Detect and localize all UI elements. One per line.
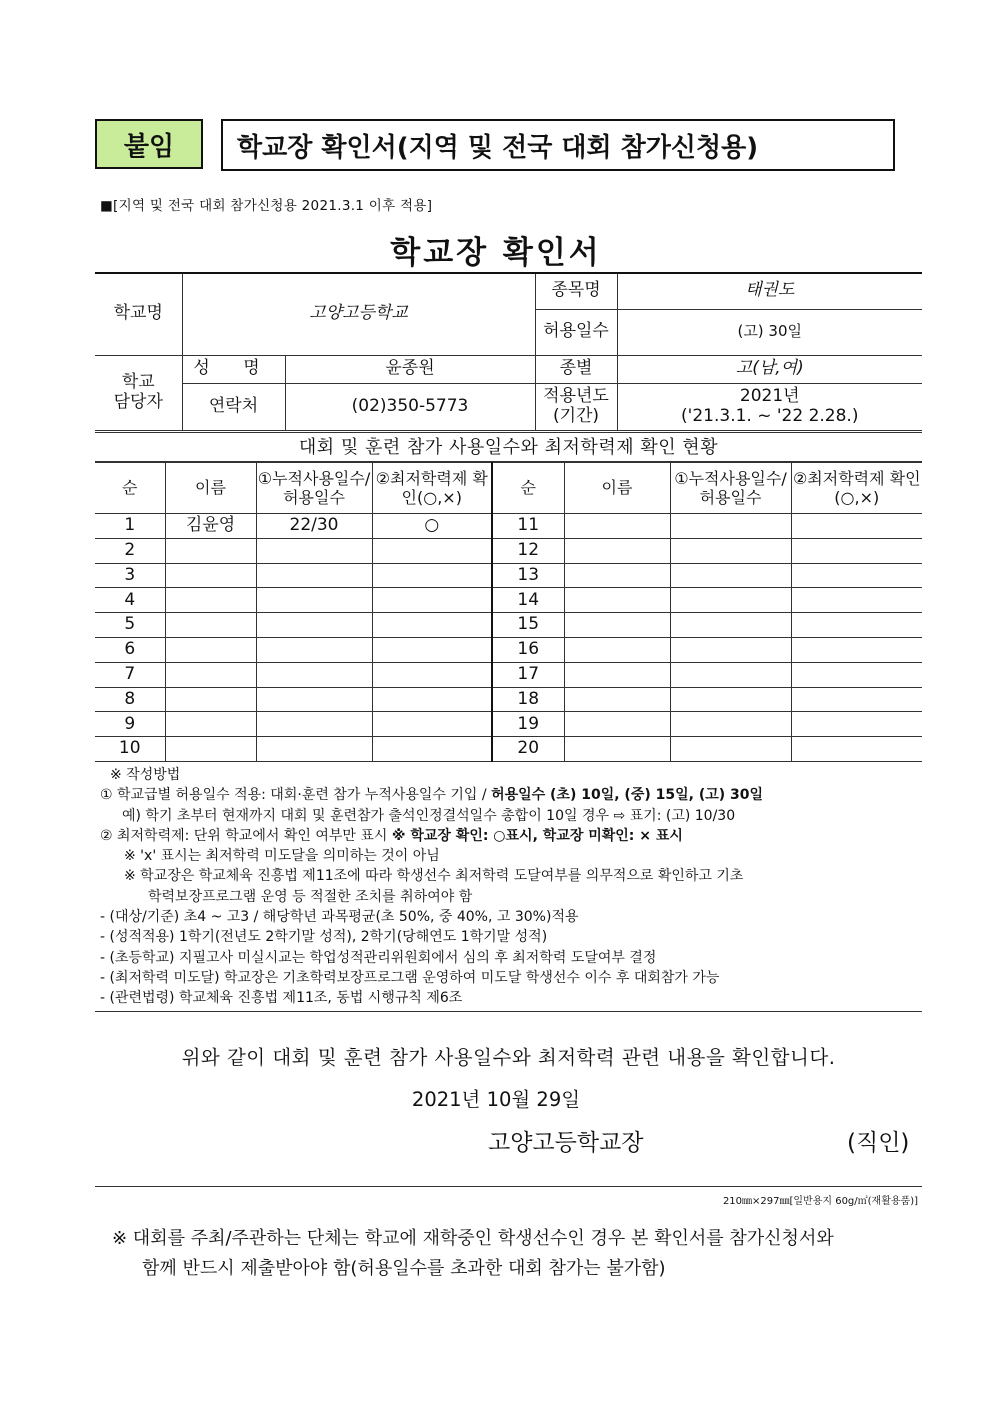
row-check-right bbox=[791, 737, 922, 762]
col-name-right: 이름 bbox=[564, 463, 670, 514]
row-used-left bbox=[256, 588, 372, 613]
table-row bbox=[95, 662, 922, 687]
gender-value: 고(남,여) bbox=[617, 355, 922, 383]
row-used-left bbox=[256, 662, 372, 687]
confirmation-statement: 위와 같이 대회 및 훈련 참가 사용일수와 최저학력 관련 내용을 확인합니다. bbox=[181, 1046, 836, 1069]
row-no-right: 19 bbox=[492, 712, 564, 737]
col-no-left: 순 bbox=[95, 463, 165, 514]
instructions bbox=[100, 765, 922, 1009]
row-no-right: 15 bbox=[492, 613, 564, 638]
footnote-line-2: 함께 반드시 제출받아야 함(허용일수를 초과한 대회 참가는 불가함) bbox=[142, 1258, 666, 1279]
row-no-left: 8 bbox=[95, 687, 165, 712]
col-check-right: ②최저학력제 확인(○,×) bbox=[791, 463, 922, 514]
year-label-line1: 적용년도 bbox=[543, 385, 609, 406]
row-used-right bbox=[670, 687, 791, 712]
row-no-right: 17 bbox=[492, 662, 564, 687]
row-check-right bbox=[791, 712, 922, 737]
row-no-right: 16 bbox=[492, 637, 564, 662]
table-row bbox=[95, 637, 922, 662]
staff-label bbox=[95, 355, 182, 430]
row-used-right bbox=[670, 588, 791, 613]
submission-footnote bbox=[112, 1224, 834, 1284]
row-name-right bbox=[564, 737, 670, 762]
row-used-left bbox=[256, 538, 372, 563]
gender-label: 종별 bbox=[535, 355, 617, 383]
school-name-label: 학교명 bbox=[95, 273, 182, 355]
row-name-right bbox=[564, 662, 670, 687]
instruction-note-2: ※ 학교장은 학교체육 진흥법 제11조에 따라 학생선수 최저학력 도달여부를 의무적으로 확인하고 기초 bbox=[124, 868, 744, 885]
row-name-left bbox=[165, 588, 256, 613]
staff-label-line1: 학교 bbox=[121, 371, 155, 392]
row-no-left: 6 bbox=[95, 637, 165, 662]
row-check-right bbox=[791, 613, 922, 638]
col-used-right: ①누적사용일수/허용일수 bbox=[670, 463, 791, 514]
row-name-left bbox=[165, 613, 256, 638]
row-no-left: 1 bbox=[95, 514, 165, 539]
row-no-right: 13 bbox=[492, 563, 564, 588]
name-label: 성 명 bbox=[182, 355, 285, 383]
table-row bbox=[95, 613, 922, 638]
row-no-left: 2 bbox=[95, 538, 165, 563]
row-no-right: 20 bbox=[492, 737, 564, 762]
row-used-right bbox=[670, 662, 791, 687]
row-name-right bbox=[564, 613, 670, 638]
instruction-item-2 bbox=[100, 826, 922, 846]
instruction-bullet: - (최저학력 미도달) 학교장은 기초학력보장프로그램 운영하여 미도달 학생선수 이수 후 대회참가 가능 bbox=[100, 969, 720, 986]
principal-signature: 고양고등학교장 bbox=[488, 1130, 644, 1156]
attachment-label: 붙임 bbox=[95, 119, 203, 169]
row-name-right bbox=[564, 687, 670, 712]
name-value: 윤종원 bbox=[285, 355, 535, 383]
instruction-item-2-text: ② 최저학력제: 단위 학교에서 확인 여부만 표시 bbox=[100, 827, 392, 844]
form-title: 학교장 확인서(지역 및 전국 대회 참가신청용) bbox=[221, 119, 895, 171]
footnote-line-1: ※ 대회를 주최/주관하는 단체는 학교에 재학중인 학생선수인 경우 본 확인서를 참가신청서와 bbox=[112, 1228, 834, 1249]
row-check-left bbox=[372, 637, 492, 662]
row-name-left: 김윤영 bbox=[165, 514, 256, 539]
row-name-right bbox=[564, 514, 670, 539]
row-used-right bbox=[670, 563, 791, 588]
row-name-right bbox=[564, 637, 670, 662]
roster-table bbox=[95, 462, 922, 762]
paper-spec: 210㎜×297㎜[일반용지 60g/㎡(재활용품)] bbox=[722, 1196, 918, 1207]
contact-label: 연락처 bbox=[182, 383, 285, 430]
row-used-right bbox=[670, 613, 791, 638]
row-no-left: 4 bbox=[95, 588, 165, 613]
row-name-left bbox=[165, 637, 256, 662]
document-title: 학교장 확인서 bbox=[390, 235, 602, 271]
row-used-left bbox=[256, 637, 372, 662]
row-check-right bbox=[791, 563, 922, 588]
row-name-left bbox=[165, 563, 256, 588]
sport-label: 종목명 bbox=[535, 273, 617, 309]
row-check-left bbox=[372, 563, 492, 588]
table-row bbox=[95, 687, 922, 712]
col-check-left: ②최저학력제 확인(○,×) bbox=[372, 463, 492, 514]
sport-value: 태권도 bbox=[617, 273, 922, 309]
row-no-left: 9 bbox=[95, 712, 165, 737]
instruction-bullet: - (성적적용) 1학기(전년도 2학기말 성적), 2학기(당해연도 1학기말 성적) bbox=[100, 929, 548, 946]
row-used-right bbox=[670, 737, 791, 762]
instruction-note-1: ※ 'x' 표시는 최저학력 미도달을 의미하는 것이 아님 bbox=[124, 848, 440, 865]
row-no-left: 10 bbox=[95, 737, 165, 762]
instruction-bullet: - (초등학교) 지필고사 미실시교는 학업성적관리위원회에서 심의 후 최저학력 도달여부 결정 bbox=[100, 949, 657, 966]
row-no-right: 14 bbox=[492, 588, 564, 613]
row-used-left bbox=[256, 712, 372, 737]
applicability-notice: ■[지역 및 전국 대회 참가신청용 2021.3.1 이후 적용] bbox=[100, 198, 433, 214]
row-no-right: 18 bbox=[492, 687, 564, 712]
row-used-left bbox=[256, 613, 372, 638]
row-check-left bbox=[372, 538, 492, 563]
row-name-left bbox=[165, 662, 256, 687]
row-check-left bbox=[372, 737, 492, 762]
official-seal-label: (직인) bbox=[847, 1130, 910, 1156]
row-used-left: 22/30 bbox=[256, 514, 372, 539]
row-check-left: ○ bbox=[372, 514, 492, 539]
row-name-right bbox=[564, 712, 670, 737]
row-used-left bbox=[256, 737, 372, 762]
divider-bottom bbox=[95, 1186, 922, 1187]
year-value-line1: 2021년 bbox=[739, 385, 800, 406]
allowed-days-label: 허용일수 bbox=[535, 309, 617, 355]
row-used-right bbox=[670, 538, 791, 563]
row-no-left: 3 bbox=[95, 563, 165, 588]
contact-value: (02)350-5773 bbox=[285, 383, 535, 430]
row-used-right bbox=[670, 514, 791, 539]
table-row bbox=[95, 563, 922, 588]
row-name-left bbox=[165, 538, 256, 563]
row-used-left bbox=[256, 687, 372, 712]
table-row bbox=[95, 538, 922, 563]
instruction-bullet: - (대상/기준) 초4 ~ 고3 / 해당학년 과목평균(초 50%, 중 40%, 고 30%)적용 bbox=[100, 909, 579, 926]
col-used-left: ①누적사용일수/허용일수 bbox=[256, 463, 372, 514]
row-no-left: 7 bbox=[95, 662, 165, 687]
year-label bbox=[535, 383, 617, 430]
roster-section-title: 대회 및 훈련 참가 사용일수와 최저학력제 확인 현황 bbox=[95, 432, 922, 462]
row-check-right bbox=[791, 687, 922, 712]
row-check-right bbox=[791, 662, 922, 687]
row-check-left bbox=[372, 613, 492, 638]
school-info-table bbox=[95, 272, 922, 431]
col-name-left: 이름 bbox=[165, 463, 256, 514]
row-used-left bbox=[256, 563, 372, 588]
col-no-right: 순 bbox=[492, 463, 564, 514]
row-check-right bbox=[791, 588, 922, 613]
table-row bbox=[95, 514, 922, 539]
instruction-item-1 bbox=[100, 785, 922, 805]
row-check-left bbox=[372, 662, 492, 687]
row-name-right bbox=[564, 588, 670, 613]
row-used-right bbox=[670, 637, 791, 662]
instruction-note-2b: 학력보장프로그램 운영 등 적절한 조치를 취하여야 함 bbox=[148, 888, 473, 905]
year-label-line2: (기간) bbox=[552, 405, 600, 426]
period-value: ('21.3.1. ~ '22 2.28.) bbox=[681, 405, 859, 426]
row-name-left bbox=[165, 737, 256, 762]
row-check-right bbox=[791, 538, 922, 563]
school-name-value: 고양고등학교 bbox=[182, 273, 535, 355]
allowed-days-value: (고) 30일 bbox=[617, 309, 922, 355]
row-check-right bbox=[791, 514, 922, 539]
divider-top bbox=[95, 1011, 922, 1012]
instruction-item-1-example: 예) 학기 초부터 현재까지 대회 및 훈련참가 출석인정결석일수 총합이 10일 경우 ⇨ 표기: (고) 10/30 bbox=[122, 807, 736, 824]
year-value bbox=[617, 383, 922, 430]
row-no-left: 5 bbox=[95, 613, 165, 638]
table-row bbox=[95, 588, 922, 613]
row-no-right: 11 bbox=[492, 514, 564, 539]
instructions-heading: ※ 작성방법 bbox=[110, 767, 181, 783]
staff-label-line2: 담당자 bbox=[113, 391, 163, 412]
row-name-left bbox=[165, 687, 256, 712]
row-name-left bbox=[165, 712, 256, 737]
row-check-right bbox=[791, 637, 922, 662]
row-name-right bbox=[564, 538, 670, 563]
instruction-item-1-bold: 허용일수 (초) 10일, (중) 15일, (고) 30일 bbox=[491, 787, 764, 804]
row-check-left bbox=[372, 687, 492, 712]
row-used-right bbox=[670, 712, 791, 737]
row-check-left bbox=[372, 712, 492, 737]
row-no-right: 12 bbox=[492, 538, 564, 563]
table-row bbox=[95, 712, 922, 737]
table-row bbox=[95, 737, 922, 762]
issue-date: 2021년 10월 29일 bbox=[411, 1088, 581, 1111]
row-check-left bbox=[372, 588, 492, 613]
instruction-bullet: - (관련법령) 학교체육 진흥법 제11조, 동법 시행규칙 제6조 bbox=[100, 990, 463, 1007]
instruction-item-1-text: ① 학교급별 허용일수 적용: 대회·훈련 참가 누적사용일수 기입 / bbox=[100, 787, 492, 804]
instruction-item-2-bold: ※ 학교장 확인: ○표시, 학교장 미확인: × 표시 bbox=[391, 827, 683, 844]
row-name-right bbox=[564, 563, 670, 588]
